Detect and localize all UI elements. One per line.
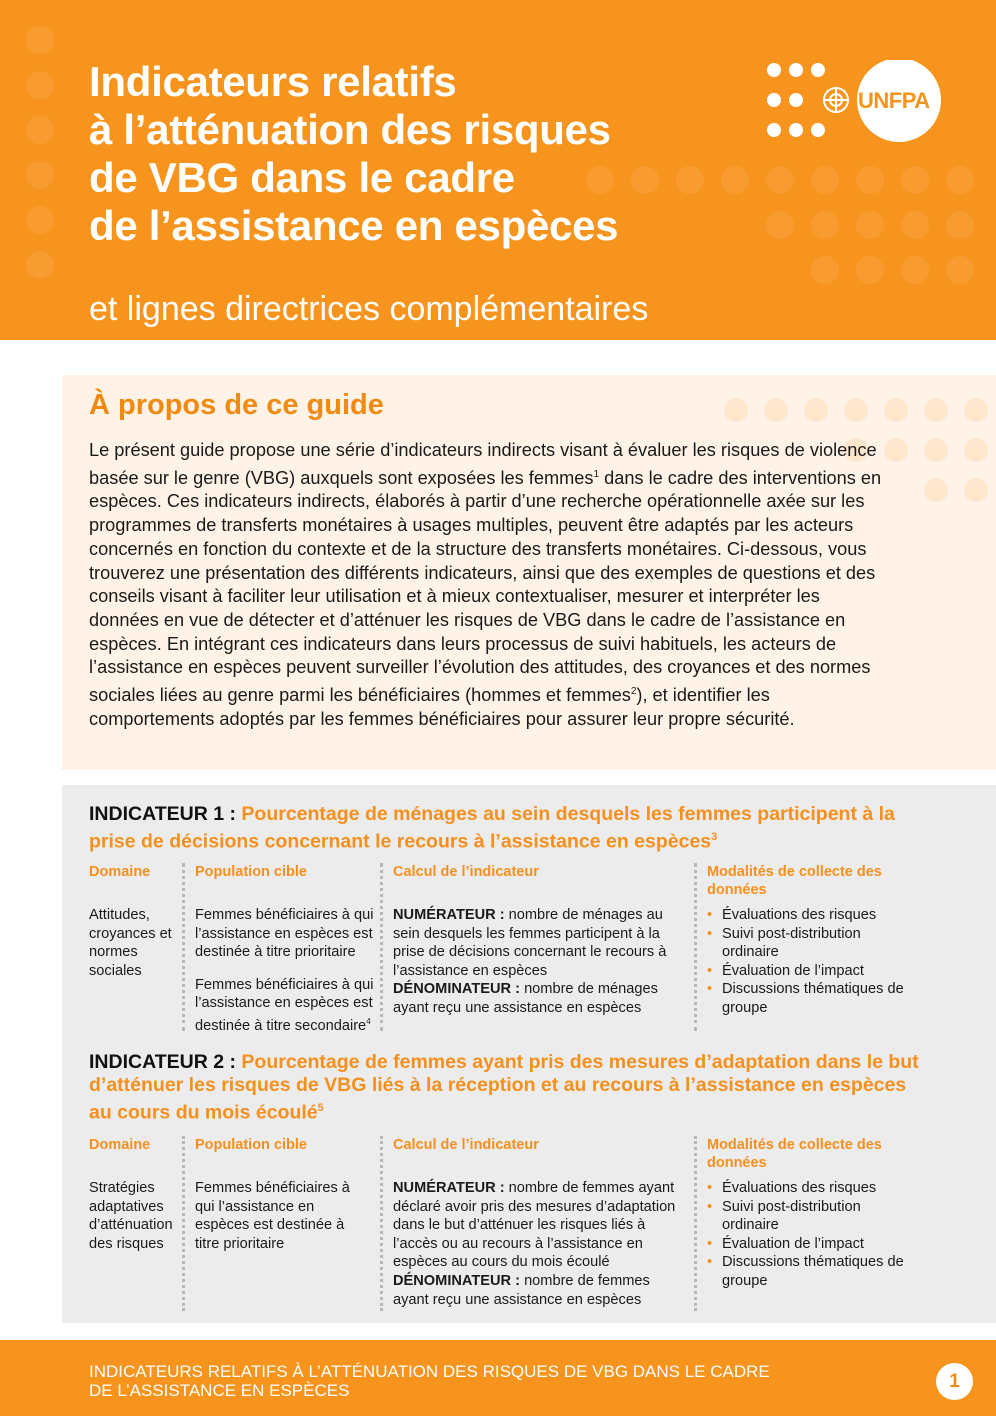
document-title xyxy=(89,58,769,250)
about-body xyxy=(89,439,889,732)
about-title: À propos de ce guide xyxy=(89,389,384,421)
indicator-1-calc xyxy=(393,906,689,1018)
footnote-ref[interactable]: 5 xyxy=(317,1102,324,1114)
header-banner xyxy=(0,0,996,340)
title-line: de VBG dans le cadre xyxy=(89,154,515,201)
list-item: • Évaluation de l’impact xyxy=(707,962,907,981)
numerator-text: nombre de ménages au sein desquels les femmes participent à la prise de décisions concernant le recours à l’assistance en espèces xyxy=(393,907,667,979)
denominator xyxy=(393,980,689,1017)
indicator-2-domain: Stratégies adaptatives d’atténuation des risques xyxy=(89,1180,173,1252)
col-head-collect: Modalités de collecte des données xyxy=(707,1137,882,1171)
footnote-ref[interactable]: 4 xyxy=(366,1016,371,1026)
footnote-ref[interactable]: 1 xyxy=(593,468,600,480)
indicator-1-collect-list xyxy=(707,906,907,1018)
col-head-calc: Calcul de l’indicateur xyxy=(393,1137,539,1153)
numerator-label: NUMÉRATEUR : xyxy=(393,907,505,923)
indicator-1-heading xyxy=(89,803,929,854)
indicator-2-collect-list xyxy=(707,1179,907,1291)
title-line: à l’atténuation des risques xyxy=(89,106,611,153)
population-primary: Femmes bénéficiaires à qui l’assistance en espèces est destinée à titre prioritaire xyxy=(195,907,374,961)
numerator xyxy=(393,1179,689,1272)
denominator-text: nombre de femmes ayant reçu une assistance en espèces xyxy=(393,1272,650,1308)
indicator-1-domain: Attitudes, croyances et normes sociales xyxy=(89,907,172,979)
population-text: Femmes bénéficiaires à qui l’assistance en espèces est destinée à titre secondaire xyxy=(195,976,374,1034)
title-line: de l’assistance en espèces xyxy=(89,202,619,249)
logo-text: UNFPA xyxy=(858,88,930,113)
about-text: dans le cadre des interventions en espèces. Ces indicateurs indirects, élaborés à partir d’une recherche opérationnelle axée sur les programmes de transferts monétaires à usages multiples, peuvent être adaptés par les acteurs concernés en fonction du contexte et de la structure des transferts monétaires. Ci-dessous, vous trouverez une présentation des différents indicateurs, ainsi que des exemples de questions et des conseils visant à faciliter leur utilisation et à mieux contextualiser, mesurer et interpréter les données en vue de détecter et d’atténuer les risques de VBG dans le cadre de l’assistance en espèces. En intégrant ces indicateurs dans leurs processus de suivi habituels, les acteurs de l’assistance en espèces peuvent surveiller l’évolution des attitudes, des croyances et des normes sociales liées au genre parmi les bénéficiaires (hommes et femmes xyxy=(89,467,882,706)
footer-title xyxy=(89,1362,809,1400)
about-section xyxy=(62,375,996,770)
numerator-label: NUMÉRATEUR : xyxy=(393,1180,505,1196)
col-head-domain: Domaine xyxy=(89,1137,151,1153)
numerator-text: nombre de femmes ayant déclaré avoir pris des mesures d’adaptation dans le but d’atténuer les risques liés à l’accès ou au recours à l’assistance en espèces au cours du mois écoulé xyxy=(393,1180,676,1271)
indicator-2-heading xyxy=(89,1051,929,1125)
about-text: ), et identifier les comportements adoptés par les femmes bénéficiaires pour assurer leur propre sécurité. xyxy=(89,685,795,729)
footer-line: INDICATEURS RELATIFS À L’ATTÉNUATION DES RISQUES DE VBG DANS LE CADRE xyxy=(89,1362,770,1381)
indicator-2-calc xyxy=(393,1179,689,1309)
column-divider xyxy=(182,863,185,1031)
about-text: Le présent guide propose une série d’indicateurs indirects visant à évaluer les risques de violence basée sur le genre (VBG) auxquels sont exposées les femmes xyxy=(89,440,877,488)
denominator xyxy=(393,1272,689,1309)
list-item: • Évaluations des risques xyxy=(707,1179,907,1198)
indicator-title: Pourcentage de ménages au sein desquels les femmes participent à la prise de décisions concernant le recours à l’assistance en espèces xyxy=(89,803,895,853)
denominator-label: DÉNOMINATEUR : xyxy=(393,981,521,998)
col-head-collect: Modalités de collecte des données xyxy=(707,864,882,898)
footer-line: DE L’ASSISTANCE EN ESPÈCES xyxy=(89,1381,350,1400)
col-head-domain: Domaine xyxy=(89,864,151,880)
column-divider xyxy=(694,1136,697,1311)
title-line: Indicateurs relatifs xyxy=(89,58,457,105)
list-item: • Discussions thématiques de groupe xyxy=(707,980,907,1017)
numerator xyxy=(393,906,689,980)
page-number: 1 xyxy=(936,1363,973,1400)
column-divider xyxy=(182,1136,185,1311)
footnote-ref[interactable]: 2 xyxy=(630,686,637,698)
list-item: • Discussions thématiques de groupe xyxy=(707,1253,907,1290)
denominator-text: nombre de ménages ayant reçu une assistance en espèces xyxy=(393,981,658,1016)
list-item: • Suivi post-distribution ordinaire xyxy=(707,925,907,962)
footer xyxy=(0,1340,996,1416)
list-item: • Évaluation de l’impact xyxy=(707,1235,907,1254)
column-divider xyxy=(694,863,697,1031)
population-secondary xyxy=(195,976,375,1036)
indicator-label: INDICATEUR 1 : xyxy=(89,803,242,825)
indicator-title: Pourcentage de femmes ayant pris des mesures d’adaptation dans le but d’atténuer les risques de VBG liés à la réception et au recours à l’assistance en espèces au cours du mois écoulé xyxy=(89,1051,919,1124)
indicator-1-population xyxy=(195,906,375,1035)
denominator-label: DÉNOMINATEUR : xyxy=(393,1272,521,1289)
list-item: • Suivi post-distribution ordinaire xyxy=(707,1198,907,1235)
indicator-2-population: Femmes bénéficiaires à qui l’assistance en espèces est destinée à titre prioritaire xyxy=(195,1180,350,1252)
col-head-population: Population cible xyxy=(195,864,307,880)
col-head-population: Population cible xyxy=(195,1137,307,1153)
list-item: • Évaluations des risques xyxy=(707,906,907,925)
indicators-section xyxy=(62,785,996,1323)
footnote-ref[interactable]: 3 xyxy=(711,831,718,843)
column-divider xyxy=(380,1136,383,1311)
column-divider xyxy=(380,863,383,1031)
document-subtitle: et lignes directrices complémentaires xyxy=(89,290,649,328)
col-head-calc: Calcul de l’indicateur xyxy=(393,864,539,880)
indicator-label: INDICATEUR 2 : xyxy=(89,1051,242,1073)
